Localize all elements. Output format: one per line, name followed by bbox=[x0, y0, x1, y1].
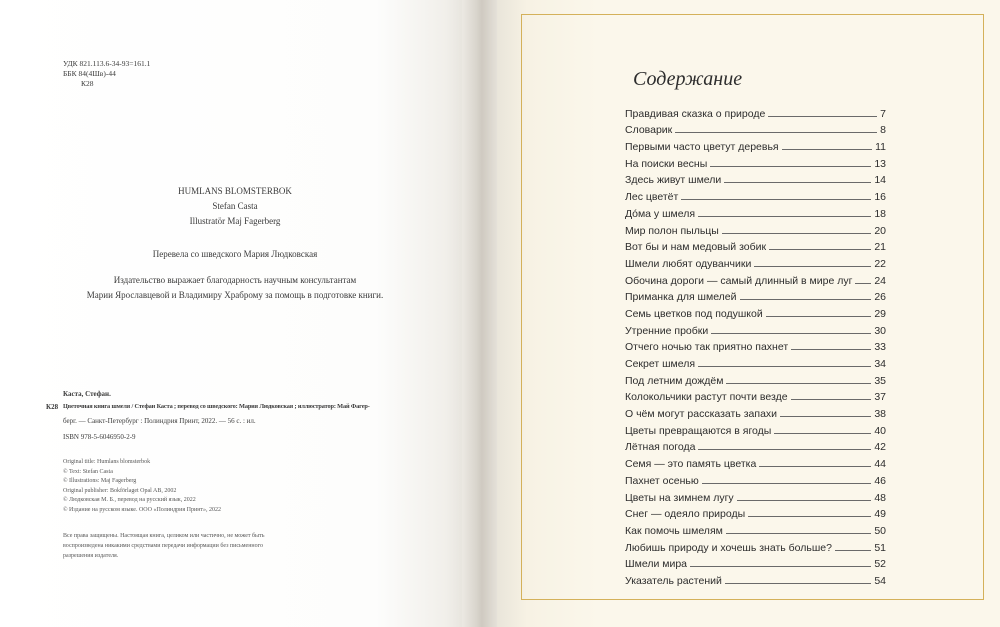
toc-title: Содержание bbox=[633, 68, 743, 90]
toc-item-label: Под летним дождём bbox=[625, 374, 724, 387]
toc-leader bbox=[791, 349, 871, 350]
toc-item-label: Вот бы и нам медовый зобик bbox=[625, 241, 767, 254]
toc-leader bbox=[698, 449, 871, 450]
catalog-code: К28 bbox=[46, 403, 59, 411]
catalog-author: Каста, Стефан. bbox=[63, 390, 111, 398]
credit-line: © Text: Stefan Casta bbox=[63, 468, 113, 475]
toc-leader bbox=[698, 216, 871, 217]
isbn: ISBN 978-5-6046950-2-9 bbox=[63, 433, 136, 441]
toc-item-page: 7 bbox=[880, 107, 886, 120]
toc-leader bbox=[726, 533, 871, 534]
toc-item-page: 52 bbox=[874, 558, 886, 571]
toc-leader bbox=[835, 550, 871, 551]
toc-item bbox=[625, 270, 886, 287]
toc-leader bbox=[740, 299, 872, 300]
toc-item-page: 40 bbox=[874, 424, 886, 437]
udk-code: УДК 821.113.6-34-93=161.1 bbox=[63, 59, 151, 68]
toc-item bbox=[625, 370, 886, 387]
toc-item bbox=[625, 487, 886, 504]
toc-item bbox=[625, 320, 886, 337]
thanks-line-1: Издательство выражает благодарность научным консультантам bbox=[113, 275, 357, 285]
credit-line: Original title: Humlans blomsterbok bbox=[63, 459, 151, 465]
toc-item-page: 8 bbox=[880, 124, 886, 137]
toc-item bbox=[625, 353, 886, 370]
toc-item-page: 11 bbox=[875, 141, 886, 154]
toc-item bbox=[625, 470, 886, 487]
toc-item-page: 37 bbox=[874, 391, 886, 404]
toc-item bbox=[625, 136, 886, 153]
credit-line: © Людковская М. Б., перевод на русский язык, 2022 bbox=[63, 497, 196, 503]
toc-item bbox=[625, 403, 886, 420]
toc-item bbox=[625, 153, 886, 170]
toc-item-label: Лес цветёт bbox=[625, 191, 679, 204]
toc-item-page: 24 bbox=[874, 274, 886, 287]
toc-item-page: 29 bbox=[874, 307, 886, 320]
toc-item-label: Снег — одеяло природы bbox=[625, 508, 746, 521]
toc-item-page: 33 bbox=[874, 341, 886, 354]
toc-item-page: 22 bbox=[874, 257, 886, 270]
toc-leader bbox=[698, 366, 871, 367]
toc-list bbox=[625, 103, 886, 587]
toc-item-page: 18 bbox=[874, 207, 886, 220]
toc-leader bbox=[791, 399, 872, 400]
toc-item-page: 46 bbox=[874, 474, 886, 487]
toc-item-label: Колокольчики растут почти везде bbox=[625, 391, 788, 404]
toc-leader bbox=[768, 116, 877, 117]
credit-line: © Illustrations: Maj Fagerberg bbox=[63, 478, 137, 484]
toc-leader bbox=[681, 199, 871, 200]
toc-item-label: Словарик bbox=[625, 124, 673, 137]
toc-leader bbox=[754, 266, 871, 267]
toc-leader bbox=[782, 149, 872, 150]
toc-item-page: 35 bbox=[874, 374, 886, 387]
toc-item-label: Мир полон пыльцы bbox=[625, 224, 719, 237]
toc-item-label: Шмели мира bbox=[625, 558, 688, 571]
toc-leader bbox=[855, 283, 871, 284]
toc-leader bbox=[769, 249, 871, 250]
toc-item-label: Правдивая сказка о природе bbox=[625, 107, 766, 120]
toc-leader bbox=[711, 333, 871, 334]
toc-item bbox=[625, 186, 886, 203]
toc-item-page: 54 bbox=[874, 574, 886, 587]
toc-item-page: 34 bbox=[874, 358, 886, 370]
toc-item-label: Шмели любят одуванчики bbox=[625, 257, 752, 270]
toc-item-label: О чём могут рассказать запахи bbox=[625, 408, 778, 421]
toc-leader bbox=[710, 166, 871, 167]
toc-item bbox=[625, 387, 886, 404]
toc-item-page: 16 bbox=[874, 191, 886, 204]
thanks-line-2: Марии Ярославцевой и Владимиру Храброму за помощь в подготовке книги. bbox=[86, 290, 384, 300]
original-title: HUMLANS BLOMSTERBOK bbox=[178, 186, 292, 196]
toc-item bbox=[625, 554, 886, 571]
toc-item-label: Утренние пробки bbox=[625, 324, 709, 337]
toc-item bbox=[625, 103, 886, 120]
toc-item bbox=[625, 570, 886, 587]
toc-leader bbox=[774, 433, 871, 434]
toc-item-page: 48 bbox=[874, 491, 886, 504]
toc-item-label: Секрет шмеля bbox=[625, 358, 696, 370]
toc-item bbox=[625, 287, 886, 304]
rights-line: разрешения издателя. bbox=[63, 553, 119, 559]
toc-item-label: Обочина дороги — самый длинный в мире луг bbox=[625, 274, 853, 287]
toc-item-page: 26 bbox=[874, 291, 886, 304]
toc-item bbox=[625, 237, 886, 254]
toc-item bbox=[625, 203, 886, 220]
toc-item-label: Дóма у шмеля bbox=[625, 207, 696, 220]
toc-item-label: Приманка для шмелей bbox=[625, 291, 737, 304]
toc-item-label: Первыми часто цветут деревья bbox=[625, 141, 779, 154]
toc-leader bbox=[759, 466, 871, 467]
toc-item-page: 50 bbox=[874, 524, 886, 537]
toc-item bbox=[625, 303, 886, 320]
toc-item-page: 20 bbox=[874, 224, 886, 237]
toc-leader bbox=[702, 483, 872, 484]
toc-item bbox=[625, 253, 886, 270]
toc-item-page: 38 bbox=[874, 408, 886, 421]
translator-credit: Перевела со шведского Мария Людковская bbox=[152, 249, 318, 259]
toc-item-page: 30 bbox=[874, 324, 886, 337]
toc-item-label: Указатель растений bbox=[625, 574, 722, 587]
toc-item bbox=[625, 504, 886, 521]
toc-leader bbox=[690, 566, 871, 567]
toc-item bbox=[625, 170, 886, 187]
toc-item-page: 21 bbox=[874, 241, 886, 254]
toc-item-label: Как помочь шмелям bbox=[625, 524, 723, 537]
catalog-imprint: берг. — Санкт-Петербург : Полиндрия Принт, 2022. — 56 с. : ил. bbox=[63, 417, 256, 425]
toc-item-page: 44 bbox=[874, 458, 886, 471]
toc-item-label: Цветы на зимнем лугу bbox=[625, 491, 734, 504]
toc-leader bbox=[780, 416, 871, 417]
toc-item bbox=[625, 220, 886, 237]
author-mark: К28 bbox=[81, 79, 94, 88]
toc-item-page: 13 bbox=[874, 157, 886, 170]
toc-item-label: Лётная погода bbox=[625, 441, 696, 454]
bbk-code: ББК 84(4Шв)-44 bbox=[63, 69, 116, 78]
author-name: Stefan Casta bbox=[212, 201, 258, 211]
illustrator-name: Illustratör Maj Fagerberg bbox=[189, 216, 281, 226]
toc-item bbox=[625, 537, 886, 554]
toc-leader bbox=[722, 233, 871, 234]
toc-item bbox=[625, 437, 886, 454]
toc-item-label: Пахнет осенью bbox=[625, 474, 699, 487]
toc-leader bbox=[724, 182, 871, 183]
toc-item-page: 51 bbox=[874, 541, 886, 554]
toc-item-page: 49 bbox=[874, 508, 886, 521]
book-gutter bbox=[462, 0, 498, 627]
toc-leader bbox=[748, 516, 871, 517]
toc-leader bbox=[766, 316, 872, 317]
toc-leader bbox=[737, 500, 872, 501]
toc-item-label: На поиски весны bbox=[625, 157, 708, 170]
rights-line: Все права защищены. Настоящая книга, целиком или частично, не может быть bbox=[63, 533, 265, 539]
toc-item bbox=[625, 420, 886, 437]
toc-item bbox=[625, 520, 886, 537]
toc-leader bbox=[726, 383, 871, 384]
catalog-title: Цветочная книга шмеля / Стефан Каста ; перевод со шведского: Мария Людковская ; иллюстратор: Май Фагер- bbox=[63, 403, 370, 410]
toc-item bbox=[625, 337, 886, 354]
toc-item-label: Цветы превращаются в ягоды bbox=[625, 424, 772, 437]
toc-item-label: Здесь живут шмели bbox=[625, 174, 722, 187]
toc-item-label: Семя — это память цветка bbox=[625, 458, 757, 471]
toc-item-label: Отчего ночью так приятно пахнет bbox=[625, 341, 789, 354]
credit-line: Original publisher: Bokförlaget Opal AB, 2002 bbox=[63, 487, 177, 494]
toc-item-page: 14 bbox=[874, 174, 886, 187]
rights-line: воспроизведена никакими средствами передачи информации без письменного bbox=[63, 543, 263, 549]
toc-leader bbox=[675, 132, 877, 133]
credit-line: © Издание на русском языке. ООО «Полиндрия Принт», 2022 bbox=[63, 506, 222, 513]
toc-leader bbox=[725, 583, 871, 584]
toc-item-label: Любишь природу и хочешь знать больше? bbox=[625, 541, 832, 554]
toc-item-label: Семь цветков под подушкой bbox=[625, 307, 763, 320]
toc-item-page: 42 bbox=[874, 441, 886, 454]
toc-item bbox=[625, 120, 886, 137]
toc-item bbox=[625, 453, 886, 470]
